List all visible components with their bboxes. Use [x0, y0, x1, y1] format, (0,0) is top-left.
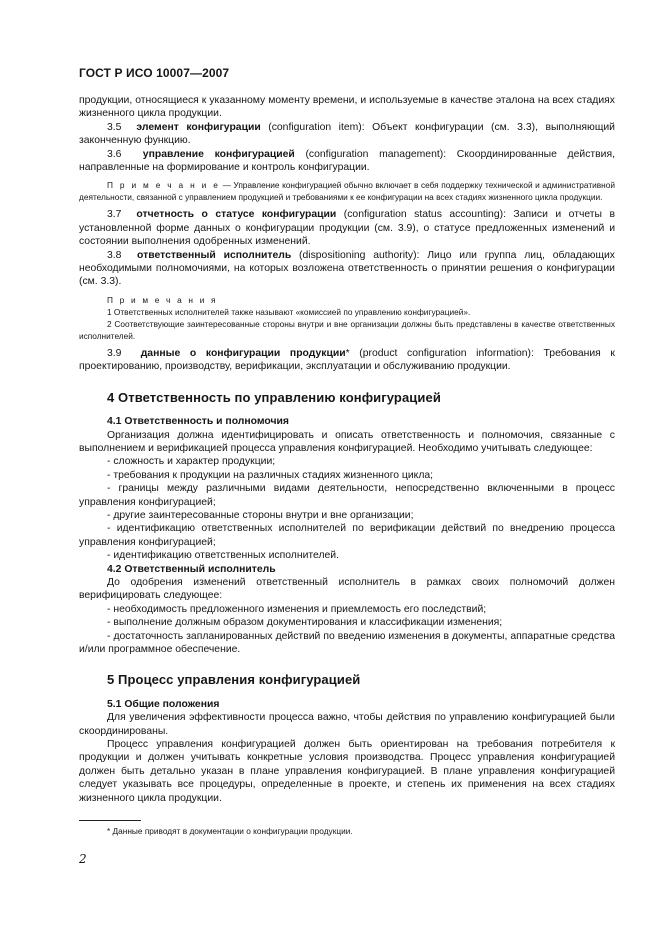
list-item: - другие заинтересованные стороны внутри и вне организации; [107, 509, 414, 521]
list-item: - выполнение должным образом документирования и классификации изменения; [107, 617, 503, 629]
term-dispositioning-authority: ответственный исполнитель [137, 249, 292, 261]
note-3-6: П р и м е ч а н и е — Управление конфигурацией обычно включает в себя поддержку технической и административной деятельности, связанной с управлением продукцией и требованиями к ее конфигурации на всех стадиях жизненного цикла продукции. [79, 180, 615, 203]
section-4-heading: 4 Ответственность по управлению конфигурацией [107, 389, 441, 405]
definition-3-7: 3.7 отчетность о статусе конфигурации (configuration status accounting): Записи и отчеты в установленной форме данных о конфигурации продукции (см. 3.9), о статусе предложенных изменений и состоянии выполнения одобренных изменений. [79, 209, 616, 248]
term-configuration-management: управление конфигурацией [142, 148, 295, 160]
term-product-configuration-information: данные о конфигурации продукции [140, 347, 346, 359]
subsection-5-1-heading: 5.1 Общие положения [107, 698, 220, 710]
footnote-marker: * [345, 347, 350, 359]
subsection-4-2-heading: 4.2 Ответственный исполнитель [107, 563, 276, 575]
list-item: - границы между различными видами деятельности, непосредственно включенными в процесс управления конфигурацией; [79, 483, 615, 508]
list-item: - сложность и характер продукции; [107, 456, 276, 468]
page-number: 2 [79, 852, 87, 866]
definition-3-8: 3.8 ответственный исполнитель (dispositioning authority): Лицо или группа лиц, обладающих необходимыми полномочиями, на которых возложена ответственность о принятии решения о конфигурации (см. 3.3). [79, 249, 615, 288]
note-item: 1 Ответственных исполнителей также называют «комиссией по управлению конфигурацией». [107, 306, 471, 317]
list-item: - требования к продукции на различных стадиях жизненного цикла; [107, 469, 434, 481]
subsection-4-1-heading: 4.1 Ответственность и полномочия [107, 416, 289, 428]
document-header: ГОСТ Р ИСО 10007—2007 [79, 66, 230, 80]
subsection-4-1-intro: Организация должна идентифицировать и описать ответственность и полномочия, связанные с выполнением и верификацией процесса управления конфигурацией. Необходимо учитывать следующее: [79, 429, 615, 454]
notes-3-8-title: П р и м е ч а н и я [107, 294, 218, 305]
definition-3-6: 3.6 управление конфигурацией (configuration management): Скоординированные действия, направленные на формирование и контроль конфигурации. [79, 148, 615, 174]
subsection-5-1-paragraph-1: Для увеличения эффективности процесса важно, чтобы действия по управлению конфигурацией были скоординированы. [79, 712, 615, 737]
term-configuration-item: элемент конфигурации [136, 121, 261, 133]
definition-3-5: 3.5 элемент конфигурации (configuration item): Объект конфигурации (см. 3.3), выполняющий законченную функцию. [79, 121, 615, 147]
footnote: * Данные приводят в документации о конфигурации продукции. [107, 826, 353, 836]
subsection-4-2-intro: До одобрения изменений ответственный исполнитель в рамках своих полномочий должен верифицировать следующее: [79, 576, 615, 602]
subsection-5-1-paragraph-2: Процесс управления конфигурацией должен быть ориентирован на требования потребителя к продукции и должен учитывать конкретные условия производства. Процесс управления конфигурацией должен быть детально указан в плане управления конфигурацией. В плане управления конфигурацией следует указывать все процедуры, определенные в проекте, и степень их применения на всех стадиях жизненного цикла продукции. [79, 739, 615, 804]
term-configuration-status-accounting: отчетность о статусе конфигурации [136, 209, 337, 221]
list-item: - необходимость предложенного изменения и приемлемость его последствий; [107, 603, 487, 615]
list-item: - идентификацию ответственных исполнителей. [107, 550, 339, 562]
list-item: - достаточность запланированных действий по введению изменения в документы, аппаратные средства и/или программное обеспечение. [79, 630, 615, 655]
note-title: П р и м е ч а н и е [107, 180, 221, 191]
continuation-paragraph: продукции, относящиеся к указанному моменту времени, и используемые в качестве эталона на всех стадиях жизненного цикла продукции. [79, 95, 615, 120]
footnote-divider [79, 820, 141, 821]
note-item: 2 Соответствующие заинтересованные стороны внутри и вне организации должны быть представлены в качестве ответственных исполнителей. [79, 318, 615, 341]
document-body [79, 94, 615, 805]
list-item: - идентификацию ответственных исполнителей по верификации действий по внедрению процесса управления конфигурацией; [79, 523, 615, 548]
definition-3-9: 3.9 данные о конфигурации продукции* (product configuration information): Требования к проектированию, производству, верификации, эксплуатации и обслуживанию продукции. [79, 347, 615, 373]
section-5-heading: 5 Процесс управления конфигурацией [107, 672, 361, 688]
